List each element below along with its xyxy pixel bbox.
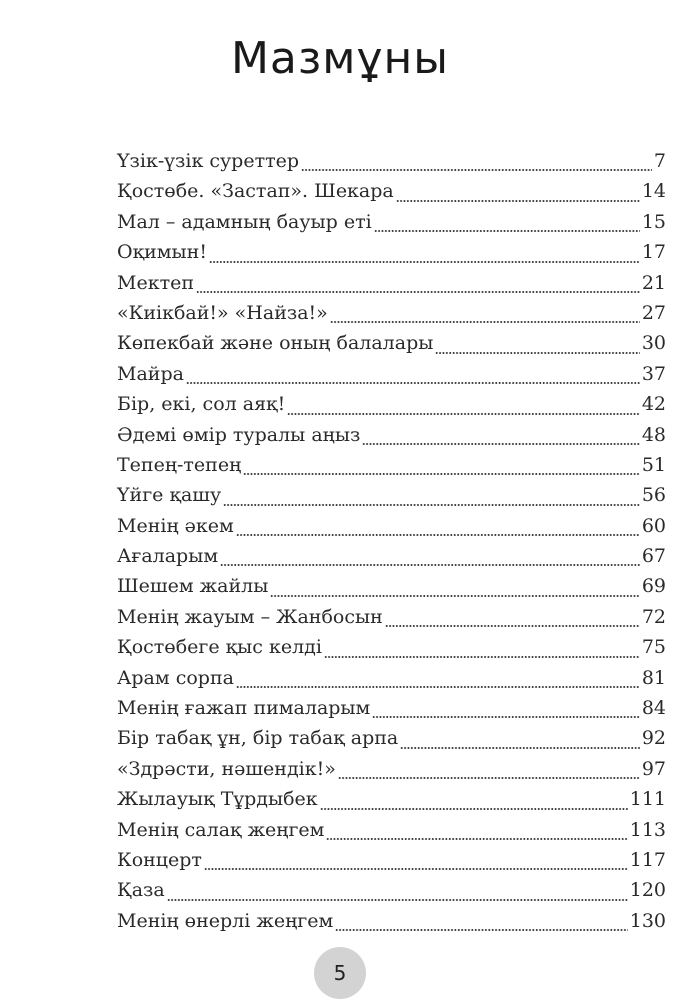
- toc-entry-page: 48: [641, 423, 666, 446]
- toc-entry-page: 84: [641, 697, 666, 720]
- toc-entry-page: 97: [641, 757, 666, 780]
- toc-entry[interactable]: [117, 211, 666, 241]
- dot-leader: [209, 260, 640, 264]
- toc-entry[interactable]: [117, 697, 666, 727]
- toc-entry[interactable]: [117, 332, 666, 362]
- dot-leader: [335, 928, 627, 932]
- toc-entry-title: Қаза: [117, 879, 165, 902]
- toc-entry-title: Менің әкем: [117, 514, 234, 537]
- toc-entry-title: Оқимын!: [117, 241, 207, 264]
- toc-entry-page: 69: [641, 575, 666, 598]
- toc-entry-page: 113: [629, 818, 666, 841]
- toc-entry[interactable]: [117, 606, 666, 636]
- toc-entry-title: Үзік-үзік суреттер: [117, 150, 300, 172]
- toc-entry-title: Мал – адамның бауыр еті: [117, 210, 372, 233]
- toc-entry-title: «Здрәсти, нәшендік!»: [117, 757, 336, 780]
- dot-leader: [396, 199, 640, 203]
- toc-entry-page: 75: [641, 636, 666, 659]
- toc-entry-title: Әдемі өмір туралы аңыз: [117, 423, 361, 446]
- toc-entry-page: 120: [629, 879, 666, 902]
- toc-entry-title: Тепең-тепең: [117, 453, 242, 476]
- toc-entry-title: Арам сорпа: [117, 666, 234, 689]
- table-of-contents: [117, 150, 666, 940]
- dot-leader: [270, 594, 639, 598]
- toc-entry[interactable]: [117, 879, 666, 909]
- toc-entry[interactable]: [117, 758, 666, 788]
- toc-entry[interactable]: [117, 393, 666, 423]
- toc-entry[interactable]: [117, 910, 666, 940]
- toc-entry-page: 37: [641, 362, 666, 385]
- dot-leader: [287, 412, 640, 416]
- dot-leader: [223, 503, 640, 507]
- dot-leader: [301, 168, 652, 172]
- dot-leader: [324, 655, 640, 659]
- toc-entry-title: Бір табақ ұн, бір табақ арпа: [117, 727, 399, 750]
- toc-entry-title: Ағаларым: [117, 545, 219, 568]
- toc-entry[interactable]: [117, 180, 666, 210]
- toc-entry-page: 51: [641, 453, 666, 476]
- toc-entry-page: 56: [641, 484, 666, 507]
- toc-entry[interactable]: [117, 484, 666, 514]
- toc-entry-title: Жылауық Тұрдыбек: [117, 788, 318, 811]
- toc-entry-title: Қостөбеге қыс келді: [117, 636, 322, 659]
- toc-entry-page: 7: [653, 150, 666, 172]
- toc-entry[interactable]: [117, 241, 666, 271]
- toc-entry-title: «Киікбай!» «Найза!»: [117, 301, 328, 324]
- dot-leader: [330, 320, 640, 324]
- dot-leader: [362, 442, 639, 446]
- toc-entry-title: Концерт: [117, 848, 202, 871]
- toc-entry[interactable]: [117, 788, 666, 818]
- toc-entry-page: 81: [641, 666, 666, 689]
- dot-leader: [186, 381, 640, 385]
- toc-entry[interactable]: [117, 363, 666, 393]
- dot-leader: [338, 776, 640, 780]
- toc-entry[interactable]: [117, 819, 666, 849]
- toc-entry[interactable]: [117, 515, 666, 545]
- dot-leader: [220, 563, 640, 567]
- toc-entry[interactable]: [117, 545, 666, 575]
- toc-entry-page: 17: [641, 241, 666, 264]
- page-title: Мазмұны: [230, 33, 450, 85]
- toc-entry[interactable]: [117, 727, 666, 757]
- toc-entry-title: Қостөбе. «Застап». Шекара: [117, 180, 394, 203]
- dot-leader: [435, 351, 639, 355]
- toc-entry-title: Мектеп: [117, 271, 194, 294]
- toc-entry-page: 92: [641, 727, 666, 750]
- toc-entry-page: 67: [641, 545, 666, 568]
- toc-entry-title: Бір, екі, сол аяқ!: [117, 393, 286, 416]
- toc-entry[interactable]: [117, 849, 666, 879]
- dot-leader: [243, 472, 640, 476]
- toc-entry-page: 42: [641, 393, 666, 416]
- toc-entry[interactable]: [117, 150, 666, 180]
- toc-entry-title: Үйге қашу: [117, 484, 222, 507]
- dot-leader: [326, 837, 627, 841]
- toc-entry-page: 130: [629, 909, 666, 932]
- dot-leader: [400, 746, 640, 750]
- toc-entry-title: Менің салақ жеңгем: [117, 818, 325, 841]
- toc-entry[interactable]: [117, 302, 666, 332]
- toc-entry-page: 111: [629, 788, 666, 811]
- toc-entry[interactable]: [117, 424, 666, 454]
- toc-entry-title: Менің ғажап пималарым: [117, 697, 371, 720]
- toc-entry[interactable]: [117, 575, 666, 605]
- toc-entry-title: Менің өнерлі жеңгем: [117, 909, 334, 932]
- dot-leader: [236, 533, 640, 537]
- toc-entry-page: 30: [641, 332, 666, 355]
- toc-entry-page: 60: [641, 514, 666, 537]
- dot-leader: [236, 685, 640, 689]
- toc-entry[interactable]: [117, 636, 666, 666]
- toc-entry[interactable]: [117, 454, 666, 484]
- toc-entry-page: 21: [641, 271, 666, 294]
- dot-leader: [167, 898, 628, 902]
- toc-entry-page: 14: [641, 180, 666, 203]
- dot-leader: [196, 290, 640, 294]
- dot-leader: [374, 229, 640, 233]
- toc-entry-title: Майра: [117, 362, 184, 385]
- dot-leader: [204, 867, 628, 871]
- dot-leader: [385, 624, 640, 628]
- toc-entry-title: Көпекбай және оның балалары: [117, 332, 434, 355]
- toc-entry-title: Шешем жайлы: [117, 575, 269, 598]
- toc-entry-page: 15: [641, 210, 666, 233]
- page-number-badge: 5: [314, 947, 366, 999]
- toc-entry-page: 27: [641, 301, 666, 324]
- toc-entry[interactable]: [117, 667, 666, 697]
- dot-leader: [320, 807, 628, 811]
- toc-entry-page: 117: [629, 848, 666, 871]
- toc-entry[interactable]: [117, 272, 666, 302]
- toc-entry-title: Менің жауым – Жанбосын: [117, 605, 383, 628]
- dot-leader: [372, 715, 639, 719]
- toc-entry-page: 72: [641, 605, 666, 628]
